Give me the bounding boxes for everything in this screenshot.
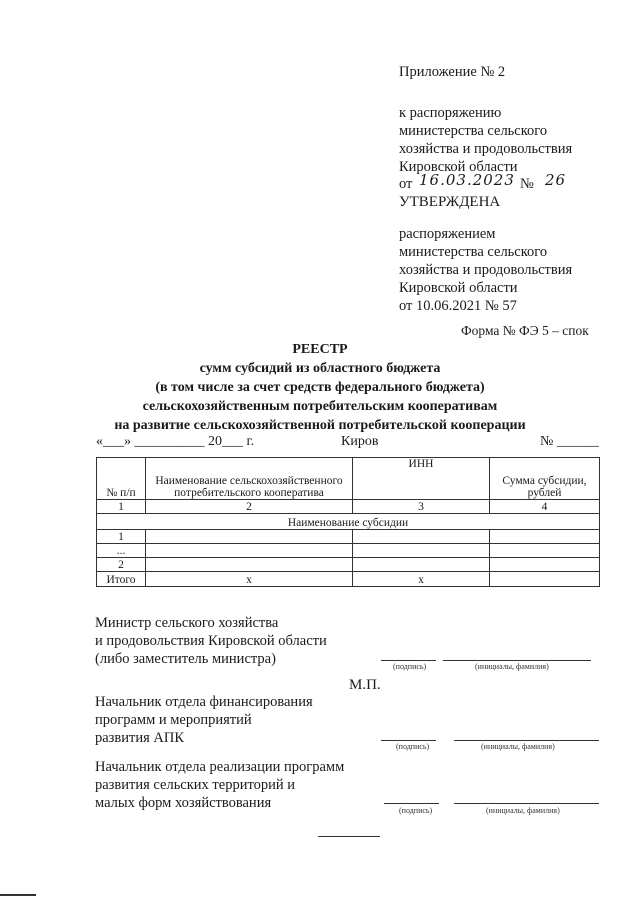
header-cell: ИНН: [353, 458, 490, 500]
name-line: [454, 803, 599, 804]
signer-title: и продовольствия Кировской области: [95, 633, 327, 649]
section-cell: Наименование субсидии: [97, 514, 600, 530]
name-line: [454, 740, 599, 741]
table-row: [97, 530, 600, 544]
header-cell: Наименование сельскохозяйственного потребительского кооператива: [146, 458, 353, 500]
closing-separator: [318, 836, 380, 837]
registry-table: [96, 457, 600, 587]
signer-title: развития АПК: [95, 730, 185, 746]
stamp-place: М.П.: [349, 677, 381, 693]
city: Киров: [341, 434, 379, 449]
date-blank: «___» __________ 20___ г.: [96, 434, 255, 449]
registry-subtitle: на развитие сельскохозяйственной потребительской кооперации: [114, 418, 526, 433]
table-cell: [146, 558, 353, 572]
name-caption: (инициалы, фамилия): [475, 662, 549, 671]
signer-title: развития сельских территорий и: [95, 777, 296, 793]
total-cell: х: [146, 572, 353, 587]
column-number-row: [97, 500, 600, 514]
row-number-cell: 1: [97, 530, 146, 544]
table-row: [97, 558, 600, 572]
name-caption: (инициалы, фамилия): [481, 742, 555, 751]
handwritten-date: 16.03.2023: [419, 171, 515, 189]
row-number-cell: ...: [97, 544, 146, 558]
signature-caption: (подпись): [399, 806, 433, 815]
signature-caption: (подпись): [393, 662, 427, 671]
col-number-cell: 1: [97, 500, 146, 514]
appendix-line: к распоряжению: [399, 105, 502, 121]
appendix-line: Кировской области: [399, 159, 518, 175]
registry-subtitle: сельскохозяйственным потребительским кооперативам: [142, 399, 498, 414]
appendix-date-row: [399, 165, 639, 192]
approved-line: от 10.06.2021 № 57: [399, 298, 517, 314]
number-prefix: №: [520, 176, 534, 192]
appendix-title: Приложение № 2: [399, 64, 506, 80]
table-cell: [353, 544, 490, 558]
table-header-row: [97, 458, 600, 500]
total-label-cell: Итого: [97, 572, 146, 587]
date-prefix: от: [399, 176, 413, 192]
registry-title: РЕЕСТР: [292, 342, 348, 357]
approved-line: распоряжением: [399, 226, 496, 242]
approved-title: УТВЕРЖДЕНА: [399, 194, 501, 210]
col-number-cell: 4: [490, 500, 600, 514]
name-line: [443, 660, 591, 661]
col-number-cell: 3: [353, 500, 490, 514]
signer-title: Начальник отдела финансирования: [95, 694, 313, 710]
total-cell: х: [353, 572, 490, 587]
signer-title: (либо заместитель министра): [95, 651, 276, 667]
approved-line: министерства сельского: [399, 244, 548, 260]
name-caption: (инициалы, фамилия): [486, 806, 560, 815]
section-row: [97, 514, 600, 530]
signer-title: малых форм хозяйствования: [95, 795, 272, 811]
table-row: [97, 544, 600, 558]
registry-number: № ______: [540, 434, 599, 449]
signature-line: [384, 803, 439, 804]
registry-subtitle: сумм субсидий из областного бюджета: [199, 361, 441, 376]
signature-line: [381, 740, 436, 741]
signature-line: [381, 660, 436, 661]
table-cell: [490, 558, 600, 572]
page-edge-mark: [0, 894, 36, 896]
header-cell: Сумма субсидии, рублей: [490, 458, 600, 500]
appendix-line: хозяйства и продовольствия: [399, 141, 573, 157]
row-number-cell: 2: [97, 558, 146, 572]
table-cell: [490, 544, 600, 558]
appendix-line: министерства сельского: [399, 123, 548, 139]
table-cell: [353, 558, 490, 572]
approved-line: хозяйства и продовольствия: [399, 262, 573, 278]
handwritten-number: 26: [545, 171, 567, 189]
total-cell: [490, 572, 600, 587]
registry-subtitle: (в том числе за счет средств федерального бюджета): [155, 380, 485, 395]
table-cell: [146, 544, 353, 558]
form-label: Форма № ФЭ 5 – спок: [461, 323, 589, 338]
signer-title: Начальник отдела реализации программ: [95, 759, 345, 775]
signer-title: программ и мероприятий: [95, 712, 252, 728]
total-row: [97, 572, 600, 587]
table-cell: [353, 530, 490, 544]
table-cell: [490, 530, 600, 544]
signer-title: Министр сельского хозяйства: [95, 615, 279, 631]
signature-caption: (подпись): [396, 742, 430, 751]
approved-line: Кировской области: [399, 280, 518, 296]
col-number-cell: 2: [146, 500, 353, 514]
table-cell: [146, 530, 353, 544]
header-cell: № п/п: [97, 458, 146, 500]
